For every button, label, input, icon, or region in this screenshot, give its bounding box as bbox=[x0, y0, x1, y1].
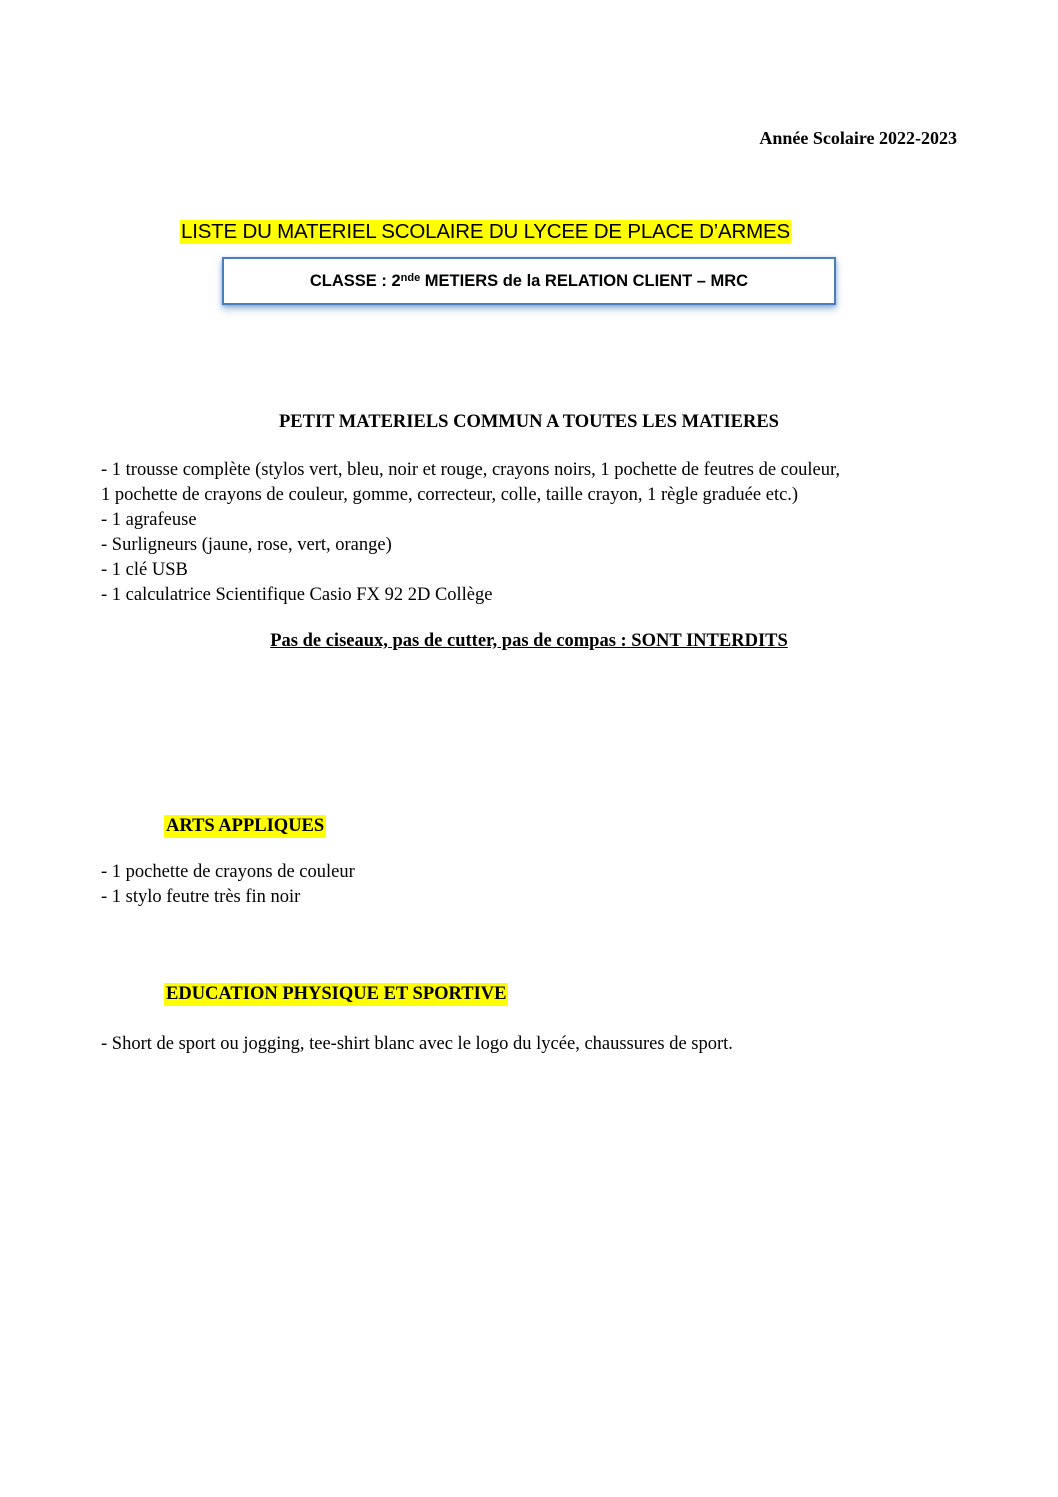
forbidden-items-warning: Pas de ciseaux, pas de cutter, pas de compas : SONT INTERDITS bbox=[270, 631, 788, 651]
class-prefix: CLASSE : 2 bbox=[309, 271, 401, 290]
eps-heading: EDUCATION PHYSIQUE ET SPORTIVE bbox=[166, 984, 507, 1004]
list-item: - 1 agrafeuse bbox=[101, 510, 197, 530]
list-item: - Surligneurs (jaune, rose, vert, orange) bbox=[101, 535, 392, 555]
document-title: LISTE DU MATERIEL SCOLAIRE DU LYCEE DE PLACE D’ARMES bbox=[181, 220, 790, 243]
list-item: - 1 pochette de crayons de couleur bbox=[101, 862, 355, 882]
common-materials-heading: PETIT MATERIELS COMMUN A TOUTES LES MATIERES bbox=[279, 412, 779, 432]
list-item: - 1 stylo feutre très fin noir bbox=[101, 887, 301, 907]
list-item: - Short de sport ou jogging, tee-shirt blanc avec le logo du lycée, chaussures de sport. bbox=[101, 1034, 733, 1054]
school-year: Année Scolaire 2022-2023 bbox=[759, 128, 957, 148]
list-item: - 1 trousse complète (stylos vert, bleu, noir et rouge, crayons noirs, 1 pochette de feutres de couleur, bbox=[101, 460, 841, 480]
class-suffix: METIERS de la RELATION CLIENT – MRC bbox=[420, 271, 749, 290]
list-item: - 1 calculatrice Scientifique Casio FX 92 2D Collège bbox=[101, 585, 493, 605]
arts-list bbox=[101, 860, 355, 910]
arts-heading: ARTS APPLIQUES bbox=[166, 816, 325, 836]
class-box: CLASSE : 2 $^{nde}$ METIERS de la RELATION CLIENT – MRC bbox=[222, 257, 836, 305]
common-materials-list bbox=[101, 458, 840, 608]
list-item: - 1 clé USB bbox=[101, 560, 188, 580]
eps-list bbox=[101, 1032, 733, 1057]
list-item: 1 pochette de crayons de couleur, gomme, correcteur, colle, taille crayon, 1 règle graduée etc.) bbox=[101, 485, 799, 505]
